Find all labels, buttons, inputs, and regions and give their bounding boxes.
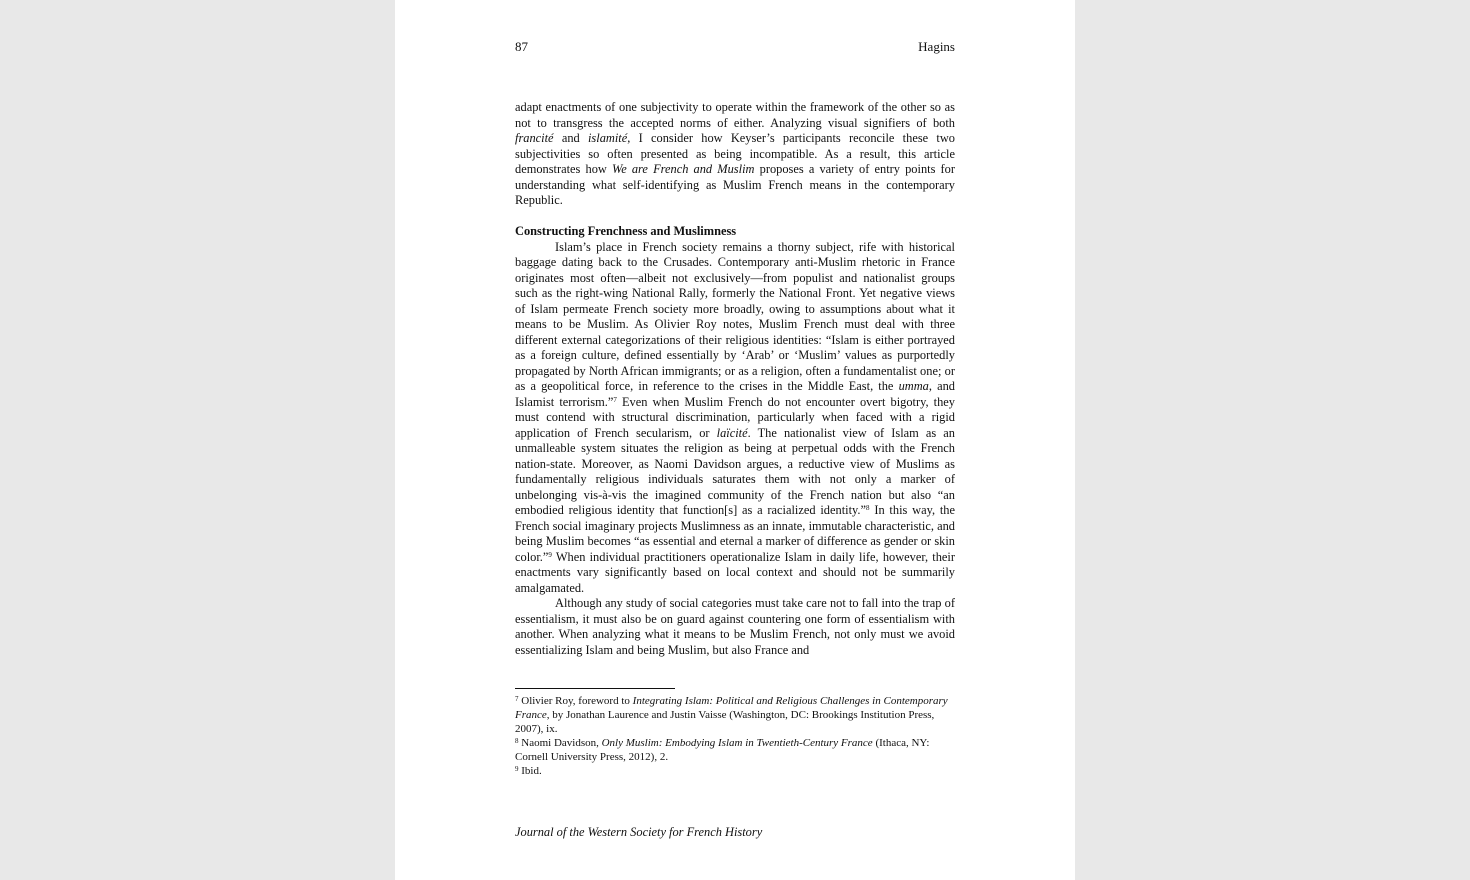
paragraph-spacer xyxy=(515,209,955,225)
document-page xyxy=(395,0,1075,880)
page-number: 87 xyxy=(515,39,528,54)
section-paragraph-continued: Although any study of social categories must take care not to fall into the trap of essentialism, it must also be on guard against countering one form of essentialism with another. When analyzing what it means to be Muslim French, not only must we avoid essentializing Islam and being Muslim, but also France and xyxy=(515,596,955,657)
intro-paragraph: adapt enactments of one subjectivity to operate within the framework of the other so as not to transgress the accepted norms of either. Analyzing visual signifiers of both francité and islamité, I consider how Keyser’s participants reconcile these two subjectivities so often presented as being incompatible. As a result, this article demonstrates how We are French and Muslim proposes a variety of entry points for understanding what self-identifying as Muslim French means in the contemporary Republic. xyxy=(515,100,956,207)
footnote-7: $^7$ Olivier Roy, foreword to Integrating Islam: Political and Religious Challenges in Contemporary France, by Jonathan Laurence and Justin Vaisse (Washington, DC: Brookings Institution Press, 2007), ix. xyxy=(515,695,948,735)
footnote-9: $^9$ Ibid. xyxy=(515,765,542,777)
section-heading: Constructing Frenchness and Muslimness xyxy=(515,224,737,238)
footnote-divider xyxy=(515,688,675,689)
footnote-ref-9[interactable]: 9 xyxy=(548,550,552,559)
section-paragraph: Islam’s place in French society remains a thorny subject, rife with historical baggage dating back to the Crusades. Contemporary anti-Muslim rhetoric in France originates most often—albeit not exclusively—from populist and nationalist groups such as the right-wing National Rally, formerly the National Front. Yet negative views of Islam permeate French society more broadly, owing to assumptions about what it means to be Muslim. As Olivier Roy notes, Muslim French must deal with three different external categorizations of their religious identities: “Islam is either portrayed as a foreign culture, defined essentially by ‘Arab’ or ‘Muslim’ values as purportedly propagated by North African immigrants; or as a religion, often a fundamentalist one; or as a geopolitical force, in reference to the crises in the Middle East, the umma, and Islamist terrorism.”$^7$ Even when Muslim French do not encounter overt bigotry, they must contend with structural discrimination, particularly when faced with a rigid application of French secularism, or laïcité. The nationalist view of Islam as an unmalleable system situates the religion as being at perpetual odds with the French nation-state. Moreover, as Naomi Davidson argues, a reductive view of Muslims as fundamentally religious individuals saturates them with not only a marker of unbelonging vis-à-vis the imagined community of the French nation but also “an embodied religious identity that function[s] as a racialized identity.”$^8$ In this way, the French social imaginary projects Muslimness as an innate, immutable characteristic, and being Muslim becomes “as essential and eternal a marker of difference as gender or skin color.”$^9$ When individual practitioners operationalize Islam in daily life, however, their enactments vary significantly based on local context and should not be summarily amalgamated. xyxy=(515,239,956,595)
body-text xyxy=(515,100,955,658)
footnote-8: $^8$ Naomi Davidson, Only Muslim: Embodying Islam in Twentieth-Century France (Ithaca, NY: Cornell University Press, 2012), 2. xyxy=(515,737,930,763)
footnote-ref-8[interactable]: 8 xyxy=(866,504,870,512)
footnote-ref-7[interactable]: 7 xyxy=(613,395,617,404)
running-head-author: Hagins xyxy=(918,39,955,54)
footnotes xyxy=(515,694,955,778)
journal-title-footer: Journal of the Western Society for French History xyxy=(515,825,763,839)
